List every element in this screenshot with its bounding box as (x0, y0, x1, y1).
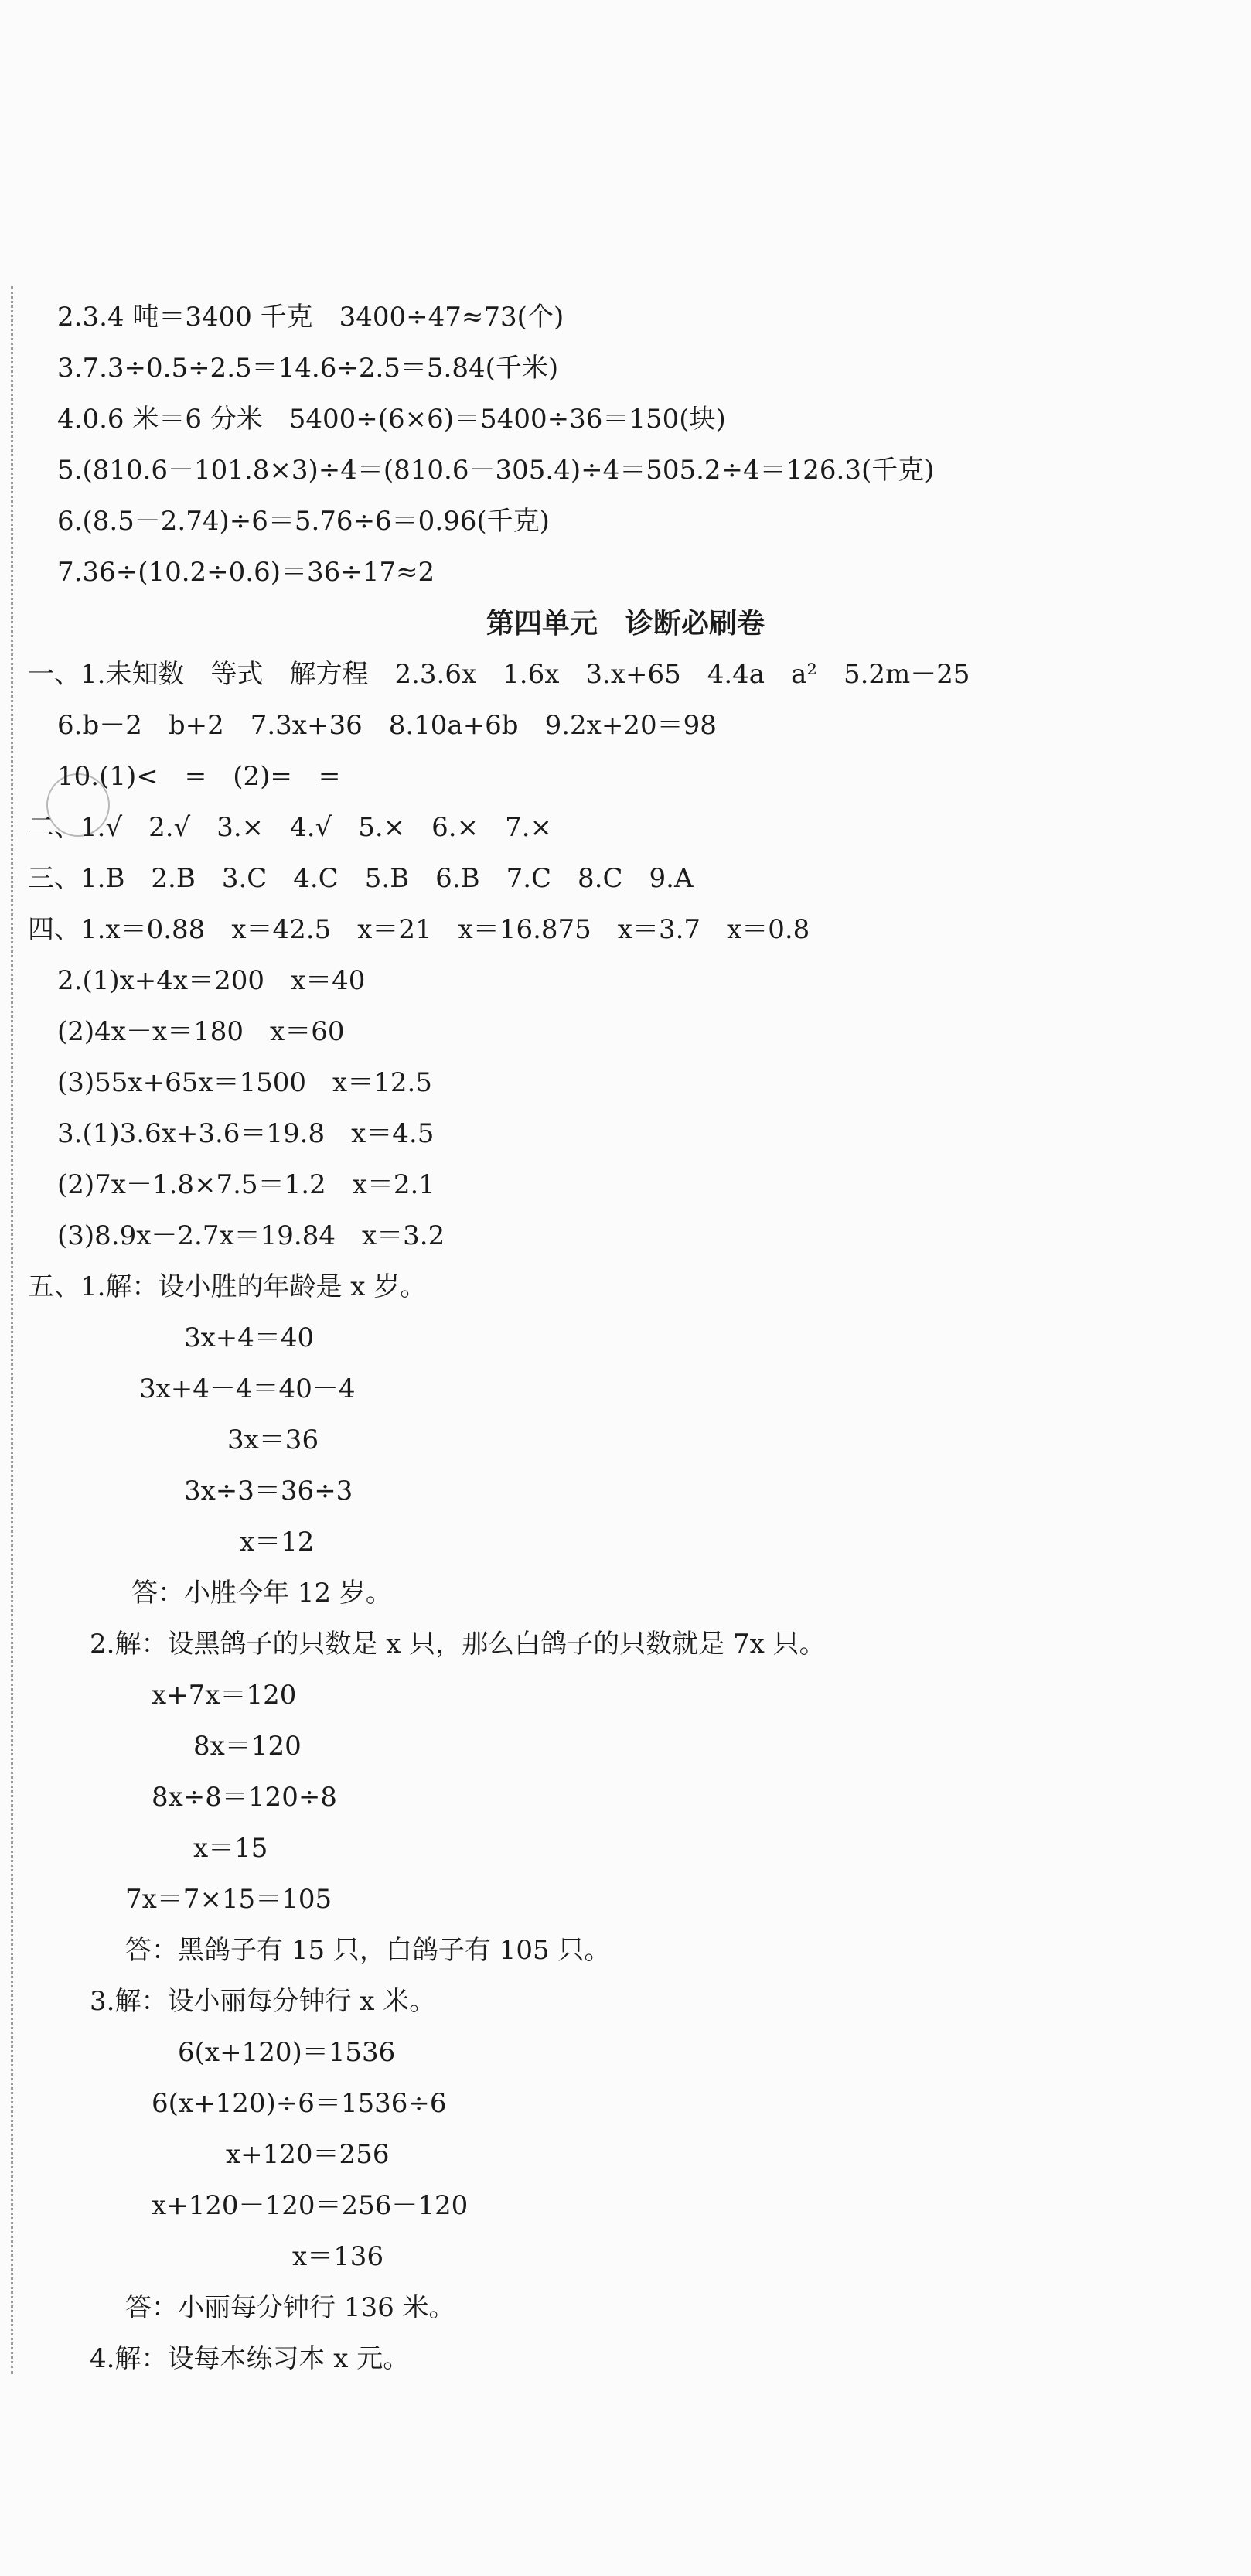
part5-q1-step-1: 3x+4＝40 (184, 1322, 315, 1353)
part4-line-7: (3)8.9x－2.7x＝19.84 x＝3.2 (57, 1220, 445, 1251)
unit3-answer-5: 5.(810.6－101.8×3)÷4＝(810.6－305.4)÷4＝505.2÷4＝126.3(千克) (57, 455, 935, 486)
part5-q3-setup: 3.解：设小丽每分钟行 x 米。 (90, 1986, 436, 2017)
part5-q3-answer: 答：小丽每分钟行 136 米。 (125, 2292, 455, 2323)
part5-q1-step-5: x＝12 (240, 1527, 315, 1558)
unit3-answer-6: 6.(8.5－2.74)÷6＝5.76÷6＝0.96(千克) (57, 506, 550, 537)
part4-line-4: (3)55x+65x＝1500 x＝12.5 (57, 1067, 432, 1098)
part5-q2-step-5: 7x＝7×15＝105 (125, 1884, 332, 1915)
unit4-title: 第四单元 诊断必刷卷 (486, 608, 765, 640)
part5-q1-answer: 答：小胜今年 12 岁。 (131, 1578, 392, 1609)
part4-line-2: 2.(1)x+4x＝200 x＝40 (57, 965, 366, 996)
part1-line-3: 10.(1)< = (2)= = (57, 761, 341, 792)
part5-q2-answer: 答：黑鸽子有 15 只，白鸽子有 105 只。 (125, 1935, 611, 1966)
part5-q1-step-2: 3x+4－4＝40－4 (139, 1373, 356, 1404)
part5-q4-setup: 4.解：设每本练习本 x 元。 (90, 2343, 410, 2374)
part5-q3-step-5: x＝136 (292, 2241, 384, 2272)
part4-line-3: (2)4x－x＝180 x＝60 (57, 1016, 345, 1047)
part5-q2-step-2: 8x＝120 (193, 1731, 302, 1762)
part5-q1-step-4: 3x÷3＝36÷3 (184, 1476, 353, 1506)
part5-q2-step-1: x+7x＝120 (152, 1680, 297, 1711)
part5-q3-step-3: x+120＝256 (226, 2139, 390, 2170)
part5-q3-step-1: 6(x+120)＝1536 (178, 2037, 396, 2068)
part2-line: 二、1.√ 2.√ 3.× 4.√ 5.× 6.× 7.× (28, 812, 553, 843)
part5-q2-step-3: 8x÷8＝120÷8 (152, 1782, 337, 1813)
binding-margin-line (11, 286, 13, 2374)
part5-q1-step-3: 3x＝36 (227, 1424, 319, 1455)
part4-line-1: 四、1.x＝0.88 x＝42.5 x＝21 x＝16.875 x＝3.7 x＝0.8 (28, 914, 810, 945)
part1-line-1: 一、1.未知数 等式 解方程 2.3.6x 1.6x 3.x+65 4.4a a² 5.2m－25 (28, 659, 970, 690)
part5-q3-step-2: 6(x+120)÷6＝1536÷6 (152, 2088, 447, 2119)
part5-q2-setup: 2.解：设黑鸽子的只数是 x 只，那么白鸽子的只数就是 7x 只。 (90, 1629, 826, 1660)
unit3-answer-7: 7.36÷(10.2÷0.6)＝36÷17≈2 (57, 557, 435, 588)
part5-q2-step-4: x＝15 (193, 1833, 268, 1864)
part1-line-2: 6.b－2 b+2 7.3x+36 8.10a+6b 9.2x+20＝98 (57, 710, 717, 741)
part5-q3-step-4: x+120－120＝256－120 (152, 2190, 469, 2221)
unit3-answer-2: 2.3.4 吨＝3400 千克 3400÷47≈73(个) (57, 302, 564, 333)
part3-line: 三、1.B 2.B 3.C 4.C 5.B 6.B 7.C 8.C 9.A (28, 863, 694, 894)
part5-q1-setup: 五、1.解：设小胜的年龄是 x 岁。 (28, 1271, 427, 1302)
unit3-answer-4: 4.0.6 米＝6 分米 5400÷(6×6)＝5400÷36＝150(块) (57, 404, 726, 435)
part4-line-5: 3.(1)3.6x+3.6＝19.8 x＝4.5 (57, 1118, 435, 1149)
unit3-answer-3: 3.7.3÷0.5÷2.5＝14.6÷2.5＝5.84(千米) (57, 353, 559, 384)
part4-line-6: (2)7x－1.8×7.5＝1.2 x＝2.1 (57, 1169, 435, 1200)
